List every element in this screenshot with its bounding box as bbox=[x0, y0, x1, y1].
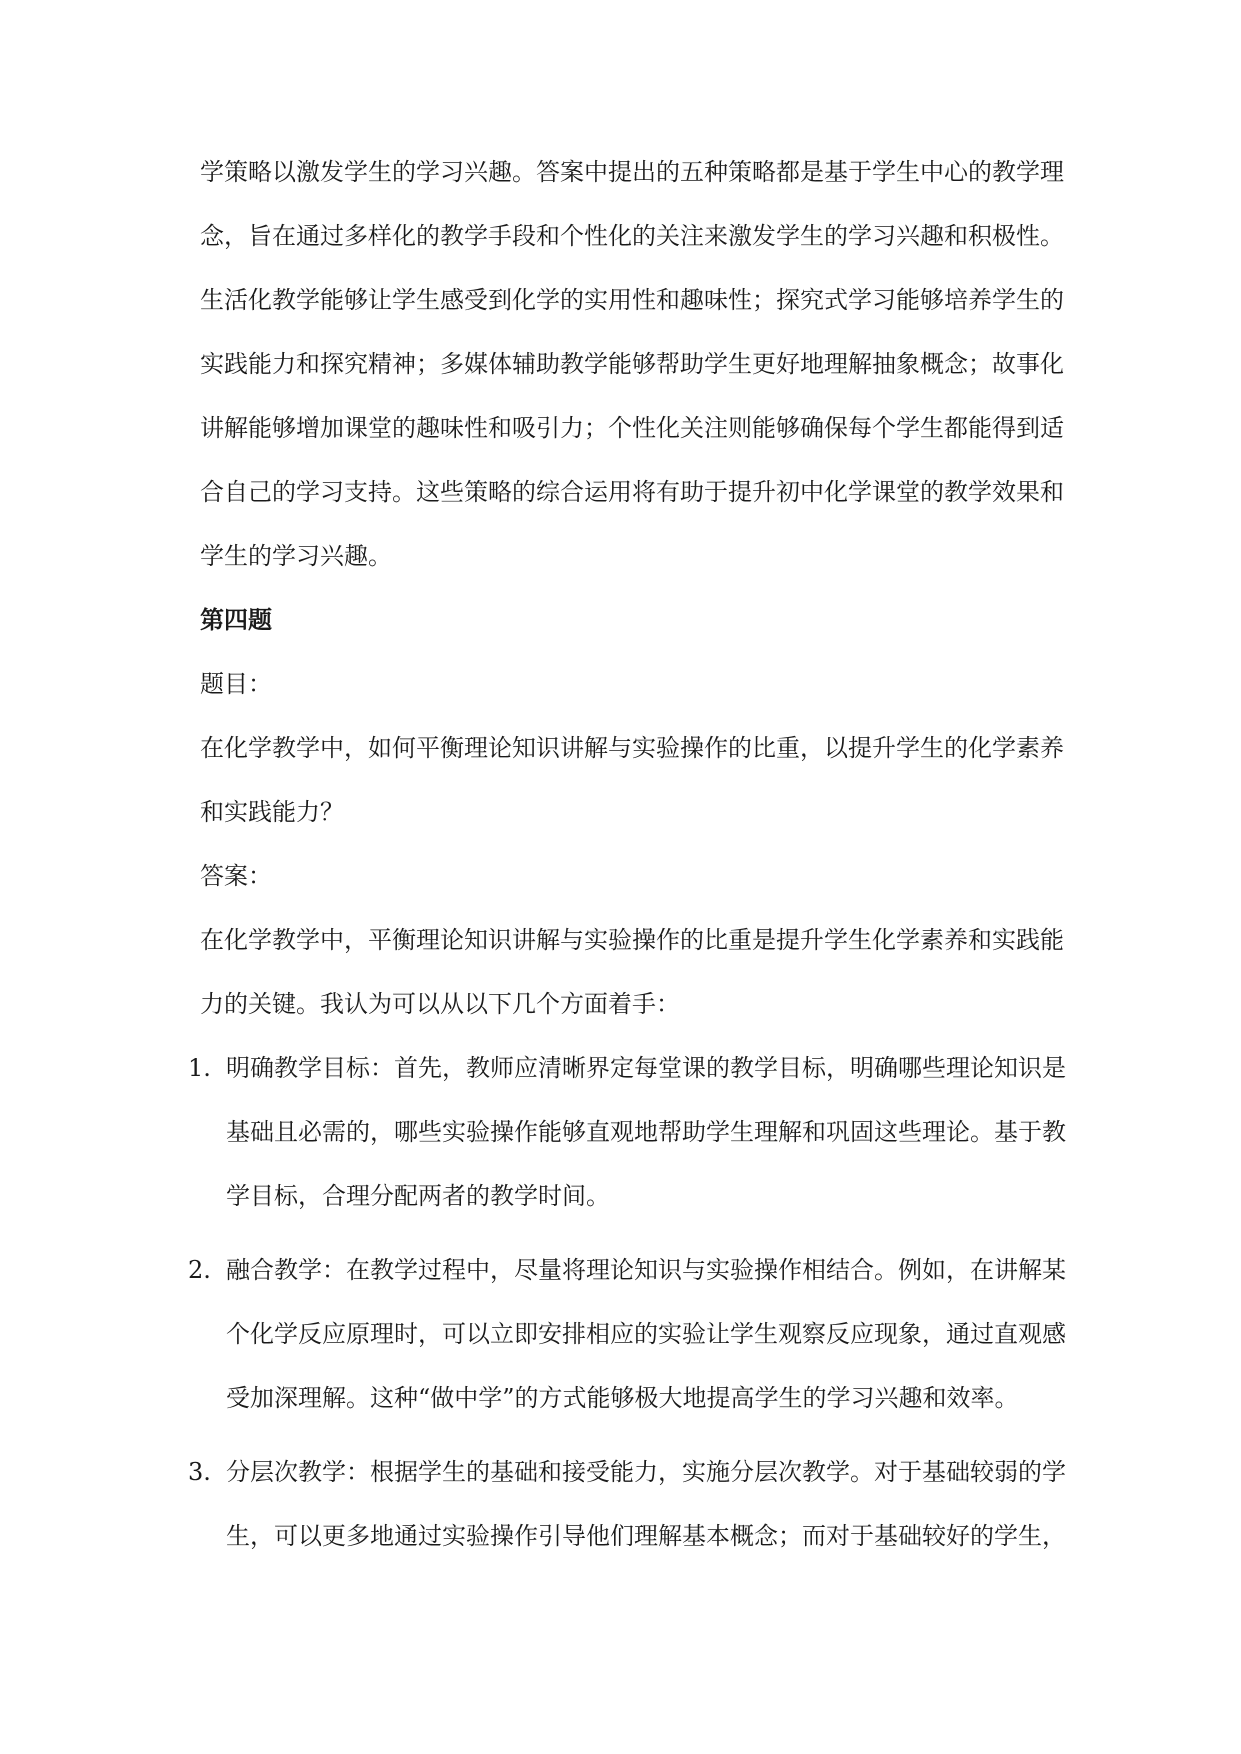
intro-line: 学策略以激发学生的学习兴趣。答案中提出的五种策略都是基于学生中心的教学理 bbox=[200, 158, 1064, 186]
list-item bbox=[188, 1238, 1085, 1430]
list-item-line: 基础且必需的，哪些实验操作能够直观地帮助学生理解和巩固这些理论。基于教 bbox=[226, 1118, 1066, 1146]
section-heading-text: 第四题 bbox=[200, 605, 272, 634]
section-heading bbox=[200, 588, 1085, 652]
list-item-line: 分层次教学：根据学生的基础和接受能力，实施分层次教学。对于基础较弱的学 bbox=[226, 1458, 1066, 1486]
intro-line: 实践能力和探究精神；多媒体辅助教学能够帮助学生更好地理解抽象概念；故事化 bbox=[200, 350, 1064, 378]
list-item-number: 1. bbox=[188, 1054, 211, 1082]
answer-label bbox=[200, 844, 1085, 908]
list-item-line: 受加深理解。这种“做中学”的方式能够极大地提高学生的学习兴趣和效率。 bbox=[226, 1384, 1019, 1412]
answer-list bbox=[188, 1036, 1085, 1568]
intro-paragraph bbox=[200, 140, 1085, 588]
question-line: 和实践能力？ bbox=[200, 798, 344, 826]
answer-intro-line: 力的关键。我认为可以从以下几个方面着手： bbox=[200, 990, 680, 1018]
page-content bbox=[188, 140, 1085, 1578]
list-item bbox=[188, 1440, 1085, 1568]
intro-line: 合自己的学习支持。这些策略的综合运用将有助于提升初中化学课堂的教学效果和 bbox=[200, 478, 1064, 506]
list-item-line: 学目标，合理分配两者的教学时间。 bbox=[226, 1182, 610, 1210]
question-text bbox=[200, 716, 1085, 844]
list-item-line: 融合教学：在教学过程中，尽量将理论知识与实验操作相结合。例如，在讲解某 bbox=[226, 1256, 1066, 1284]
intro-line: 讲解能够增加课堂的趣味性和吸引力；个性化关注则能够确保每个学生都能得到适 bbox=[200, 414, 1064, 442]
answer-intro bbox=[200, 908, 1085, 1036]
question-line: 在化学教学中，如何平衡理论知识讲解与实验操作的比重，以提升学生的化学素养 bbox=[200, 734, 1064, 762]
answer-intro-line: 在化学教学中，平衡理论知识讲解与实验操作的比重是提升学生化学素养和实践能 bbox=[200, 926, 1064, 954]
list-item-number: 2. bbox=[188, 1256, 211, 1284]
list-item-line: 个化学反应原理时，可以立即安排相应的实验让学生观察反应现象，通过直观感 bbox=[226, 1320, 1066, 1348]
list-item bbox=[188, 1036, 1085, 1228]
answer-label-text: 答案： bbox=[200, 862, 272, 890]
list-item-line: 明确教学目标：首先，教师应清晰界定每堂课的教学目标，明确哪些理论知识是 bbox=[226, 1054, 1066, 1082]
intro-line: 学生的学习兴趣。 bbox=[200, 542, 392, 570]
question-label-text: 题目： bbox=[200, 670, 272, 698]
intro-line: 念，旨在通过多样化的教学手段和个性化的关注来激发学生的学习兴趣和积极性。 bbox=[200, 222, 1064, 250]
question-label bbox=[200, 652, 1085, 716]
list-item-line: 生，可以更多地通过实验操作引导他们理解基本概念；而对于基础较好的学生， bbox=[226, 1522, 1066, 1550]
list-item-number: 3. bbox=[188, 1458, 211, 1486]
intro-line: 生活化教学能够让学生感受到化学的实用性和趣味性；探究式学习能够培养学生的 bbox=[200, 286, 1064, 314]
